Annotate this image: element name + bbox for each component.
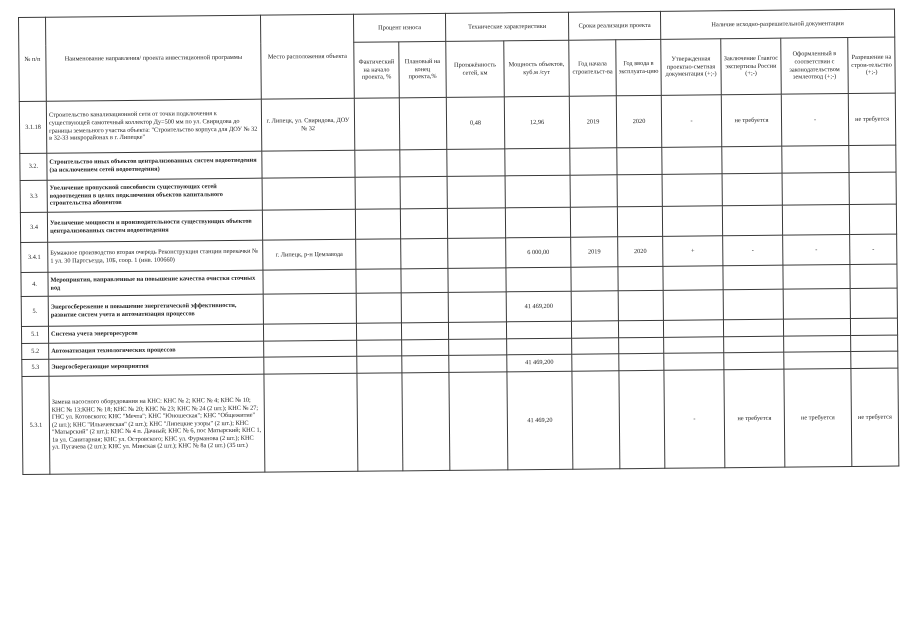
row-wear-start xyxy=(357,340,402,356)
header-docs: Наличие исходно-разрешительной документации xyxy=(660,9,894,39)
row-wear-end xyxy=(400,149,447,176)
row-num: 3.1.18 xyxy=(19,101,46,153)
row-name: Увеличение пропускной способности существующих сетей водоотведения в целях подключения объектов капитального строительства абонентов xyxy=(47,178,262,212)
row-doc-expertise xyxy=(724,336,784,353)
row-name: Замена насосного оборудования на КНС: КНС № 2; КНС № 4; КНС № 10; КНС № 13;КНС № 18; КНС № 20; КНС № 23; КНС № 24 (2 шт.); КНС № 27; ГНС ул. Котовского; КНС "Мечта"; КНС "Юношеская"; КНС "Общежитие" (2 шт.); КНС "Ильичевская" (2 шт.); КНС "Липецкие узоры" (2 шт.); КНС "Матырский" (2 шт.); КНС № 4 п. Дачный; КНС № 6, пос Матырский; КНС 1, 1в ул. Санитарная; КНС ул. Островского; КНС ул. Фурманова (2 шт.); КНС ул. Пугачева (2 шт.); КНС ул. Минская (2 шт.); КНС № 8а (2 шт.) (35 шт.) xyxy=(49,374,265,474)
row-doc-approved xyxy=(662,206,722,237)
row-place xyxy=(263,293,356,324)
row-doc-permit xyxy=(851,335,898,351)
row-wear-end xyxy=(401,292,448,322)
row-doc-land xyxy=(782,146,849,174)
header-terms: Сроки реализации проекта xyxy=(568,11,660,40)
row-place xyxy=(262,150,355,178)
row-year-start xyxy=(572,338,619,354)
row-power xyxy=(505,175,570,208)
row-length xyxy=(449,355,507,373)
row-doc-land xyxy=(783,319,850,337)
row-power xyxy=(505,207,570,238)
row-wear-start xyxy=(356,269,401,293)
header-tech: Технические характеристики xyxy=(445,12,568,41)
header-year-start: Год начала строительст-ва xyxy=(569,40,617,96)
row-wear-start xyxy=(355,209,400,239)
row-doc-approved xyxy=(663,290,723,321)
row-doc-permit: - xyxy=(850,234,897,264)
row-doc-approved: + xyxy=(663,236,723,267)
row-power xyxy=(506,321,571,339)
row-doc-approved xyxy=(663,266,723,291)
row-doc-land xyxy=(784,352,851,370)
row-wear-end xyxy=(402,355,449,372)
row-doc-land xyxy=(782,173,849,206)
row-name: Увеличение мощности и производительности существующих объектов централизованных систем водоотведения xyxy=(47,210,262,242)
row-length xyxy=(447,149,505,177)
row-doc-approved: - xyxy=(661,95,721,148)
row-year-start xyxy=(570,148,617,175)
row-doc-expertise xyxy=(722,146,782,174)
row-year-end xyxy=(618,290,663,320)
row-place xyxy=(264,373,358,472)
header-name: Наименование направления/ проекта инвестиционной программы xyxy=(46,15,262,101)
row-num: 5.1 xyxy=(21,326,48,343)
header-doc-approved: Утвержденная проектно-сметная документация (+;-) xyxy=(661,39,722,96)
header-doc-expertise: Заключение Главгос экспертизы России (+;-) xyxy=(721,38,782,95)
row-wear-end xyxy=(401,322,448,339)
row-doc-permit: не требуется xyxy=(851,368,899,466)
row-doc-permit xyxy=(851,351,898,368)
row-name: Энергосберегающие мероприятия xyxy=(49,357,264,376)
row-doc-permit xyxy=(850,264,897,288)
row-num: 5.3 xyxy=(22,359,49,376)
row-year-start xyxy=(572,371,620,469)
row-year-start xyxy=(571,267,618,291)
row-place xyxy=(262,209,355,240)
header-length: Протяжённость сетей, км xyxy=(446,41,505,98)
row-doc-land xyxy=(783,289,850,320)
row-wear-start xyxy=(356,239,401,269)
row-year-end xyxy=(617,147,662,174)
table-row xyxy=(22,368,899,474)
row-doc-land: - xyxy=(783,235,850,266)
row-year-end: 2020 xyxy=(616,95,661,147)
row-wear-end xyxy=(401,238,448,268)
row-doc-expertise: - xyxy=(723,235,783,266)
row-wear-start xyxy=(356,293,401,323)
header-wear-end: Плановый на конец проекта,% xyxy=(399,41,447,97)
row-year-start xyxy=(571,321,618,338)
investment-program-table xyxy=(18,9,899,475)
row-doc-approved xyxy=(663,320,723,338)
row-wear-start xyxy=(357,356,402,373)
row-doc-permit xyxy=(849,145,896,172)
row-wear-start xyxy=(354,98,399,150)
row-year-end xyxy=(618,266,663,290)
row-name: Мероприятия, направленные на повышение качества очистки сточных вод xyxy=(48,270,263,296)
row-name: Бумажное производство вторая очередь Реконструкция станции перекачки № 1 ул. 30 Партсъезда, 10Б, соор. 1 (инв. 100660) xyxy=(48,240,263,272)
row-power xyxy=(505,148,570,176)
row-doc-expertise xyxy=(723,289,783,320)
row-place xyxy=(262,177,355,210)
row-wear-end xyxy=(402,372,450,470)
row-name: Система учета энергоресурсов xyxy=(48,324,263,343)
row-num: 4. xyxy=(21,272,48,296)
row-num: 5. xyxy=(21,296,48,326)
row-doc-expertise xyxy=(722,173,782,206)
row-doc-approved xyxy=(664,337,724,354)
row-wear-end xyxy=(400,176,447,208)
row-power: 12,96 xyxy=(504,96,570,149)
row-doc-expertise: не требуется xyxy=(724,369,785,468)
row-num: 3.3 xyxy=(20,180,47,212)
row-place xyxy=(263,269,356,294)
row-length xyxy=(448,238,506,269)
row-doc-permit xyxy=(849,204,896,234)
header-doc-permit: Разрешение на строи-тельство (+;-) xyxy=(848,37,896,93)
header-power: Мощность объектов, куб.м /сут xyxy=(504,40,570,97)
row-num: 5.2 xyxy=(22,343,49,359)
row-doc-expertise xyxy=(723,265,783,290)
row-length xyxy=(448,268,506,293)
row-doc-expertise xyxy=(723,319,783,337)
row-doc-expertise xyxy=(722,205,782,236)
row-power: 41 469,200 xyxy=(507,354,572,372)
row-place: г. Липецк, р-н Цемзавода xyxy=(263,239,356,270)
row-name: Строительство канализационной сети от точки подключения к существующей самотечный коллектор Ду=500 мм по ул. Свиридова до границы земельного участка объекта: "Строительство корпуса для ДОУ № 32 в 32-33 микрорайонах в г. Липецке" xyxy=(46,99,261,153)
row-wear-start xyxy=(355,177,400,209)
row-length xyxy=(447,208,505,239)
row-length xyxy=(449,372,508,471)
row-doc-land xyxy=(782,205,849,236)
row-year-start xyxy=(571,291,618,321)
row-place xyxy=(263,323,356,341)
row-num: 3.4 xyxy=(20,212,47,242)
row-place: г. Липецк, ул. Свиридова, ДОУ № 32 xyxy=(261,98,354,151)
row-name: Автоматизация технологических процессов xyxy=(49,341,264,359)
document-sheet xyxy=(18,9,899,492)
row-wear-start xyxy=(356,323,401,340)
table-row xyxy=(19,93,896,153)
row-year-start xyxy=(572,354,619,371)
header-doc-land: Оформленный в соответствии с законодательством землеотвод (+;-) xyxy=(781,38,849,95)
row-place xyxy=(264,356,357,374)
row-year-start xyxy=(570,175,617,207)
row-year-end xyxy=(619,353,664,370)
row-doc-permit xyxy=(849,172,896,204)
row-doc-permit: не требуется xyxy=(848,93,896,145)
row-length xyxy=(448,292,506,323)
row-name: Энергосбережение и повышение энергетической эффективности, развитие систем учета и автоматизация процессов xyxy=(48,294,263,326)
row-length xyxy=(448,322,506,340)
row-year-end xyxy=(619,370,665,468)
row-doc-permit xyxy=(850,318,897,335)
row-doc-expertise: не требуется xyxy=(721,94,781,147)
row-power: 41 469,20 xyxy=(507,371,573,470)
row-power: 41 469,200 xyxy=(506,291,571,322)
row-wear-start xyxy=(355,150,400,177)
row-year-start: 2019 xyxy=(569,96,616,148)
header-wear: Процент износа xyxy=(353,13,445,42)
row-wear-end xyxy=(399,97,446,149)
row-doc-land: не требуется xyxy=(784,369,852,468)
row-wear-end xyxy=(402,339,449,355)
row-doc-land xyxy=(783,265,850,290)
row-length xyxy=(449,339,507,356)
row-year-start xyxy=(570,207,617,237)
row-place xyxy=(264,340,357,357)
row-power xyxy=(506,267,571,292)
row-length xyxy=(447,176,505,209)
row-wear-end xyxy=(401,268,448,292)
row-doc-expertise xyxy=(724,352,784,370)
row-wear-start xyxy=(357,373,403,471)
row-length: 0,48 xyxy=(446,97,504,150)
row-name: Строительство иных объектов централизованных систем водоотведения (за исключением сетей водоотведения) xyxy=(47,151,262,180)
row-num: 3.2. xyxy=(20,153,47,180)
row-wear-end xyxy=(400,208,447,238)
row-power xyxy=(507,338,572,355)
row-power: 6 000,00 xyxy=(506,237,571,268)
row-year-end: 2020 xyxy=(618,236,663,266)
row-year-start: 2019 xyxy=(571,237,618,267)
row-num: 5.3.1 xyxy=(22,376,50,474)
row-doc-approved xyxy=(664,353,724,371)
row-doc-permit xyxy=(850,288,897,318)
row-num: 3.4.1 xyxy=(21,242,48,272)
row-year-end xyxy=(617,206,662,236)
row-doc-land xyxy=(784,336,851,353)
row-doc-land: - xyxy=(781,94,848,147)
row-doc-approved: - xyxy=(664,370,725,469)
row-year-end xyxy=(617,174,662,206)
row-year-end xyxy=(618,320,663,337)
header-year-end: Год ввода в эксплуата-цию xyxy=(616,39,662,95)
header-num: № п/п xyxy=(19,17,47,101)
row-doc-approved xyxy=(662,174,722,207)
row-doc-approved xyxy=(662,147,722,175)
header-place: Место расположения объекта xyxy=(260,14,354,99)
row-year-end xyxy=(619,337,664,353)
header-wear-start: Фактический на начало проекта, % xyxy=(354,42,400,98)
